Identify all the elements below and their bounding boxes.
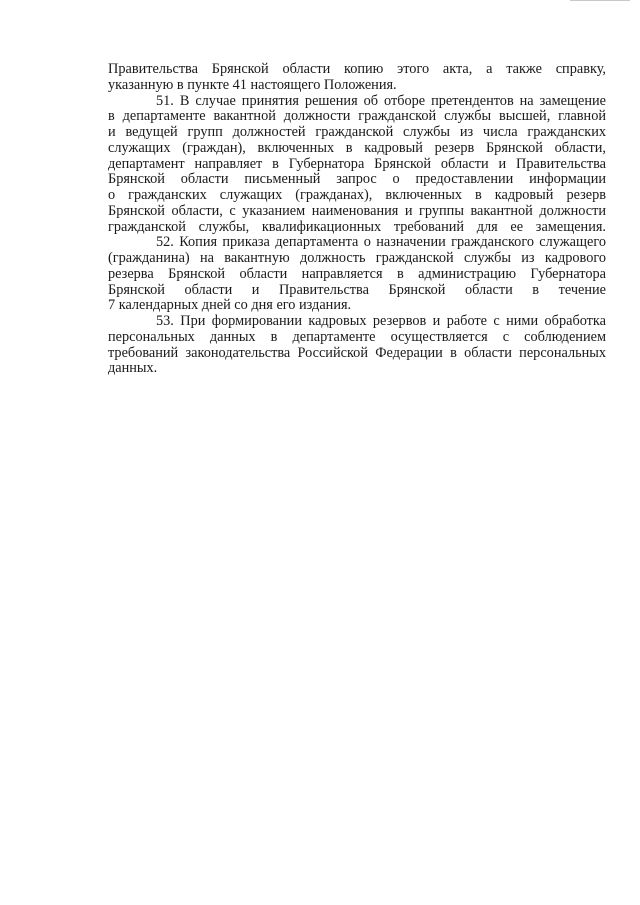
text-line: Брянской области и Правительства Брянской области в течение [108, 281, 606, 298]
scan-artifact [570, 0, 630, 3]
text-line: Правительства Брянской области копию этого акта, а также справку, [108, 61, 606, 77]
text-line: 51. В случае принятия решения об отборе претендентов на замещение [156, 92, 606, 109]
paragraph-52 [108, 235, 606, 314]
text-line: 52. Копия приказа департамента о назначении гражданского служащего [156, 234, 606, 251]
text-line: и ведущей групп должностей гражданской службы из числа гражданских [108, 124, 606, 140]
text-line: требований законодательства Российской Федерации в области персональных [108, 344, 606, 361]
text-line: указанную в пункте 41 настоящего Положения. [108, 76, 397, 93]
text-line: Брянской области письменный запрос о предоставлении информации [108, 171, 606, 188]
text-line: 53. При формировании кадровых резервов и работе с ними обработка [156, 313, 606, 329]
text-line: резерва Брянской области направляется в администрацию Губернатора [108, 265, 606, 282]
paragraph-51 [108, 94, 606, 236]
document-page [108, 62, 606, 377]
paragraph-53 [108, 314, 606, 377]
text-line: данных. [108, 360, 158, 377]
text-line: (гражданина) на вакантную должность гражданской службы из кадрового [108, 250, 606, 266]
text-line: в департаменте вакантной должности гражданской службы высшей, главной [108, 108, 606, 125]
paragraph-continuation [108, 62, 606, 94]
text-line: служащих (граждан), включенных в кадровый резерв Брянской области, [108, 139, 606, 156]
text-line: о гражданских служащих (гражданах), включенных в кадровый резерв [108, 187, 606, 203]
text-line: 7 календарных дней со дня его издания. [108, 297, 352, 314]
text-line: Брянской области, с указанием наименования и группы вакантной должности [108, 202, 606, 219]
text-line: гражданской службы, квалификационных требований для ее замещения. [108, 218, 606, 235]
text-line: департамент направляет в Губернатора Брянской области и Правительства [108, 155, 606, 172]
text-line: персональных данных в департаменте осуществляется с соблюдением [108, 328, 606, 345]
